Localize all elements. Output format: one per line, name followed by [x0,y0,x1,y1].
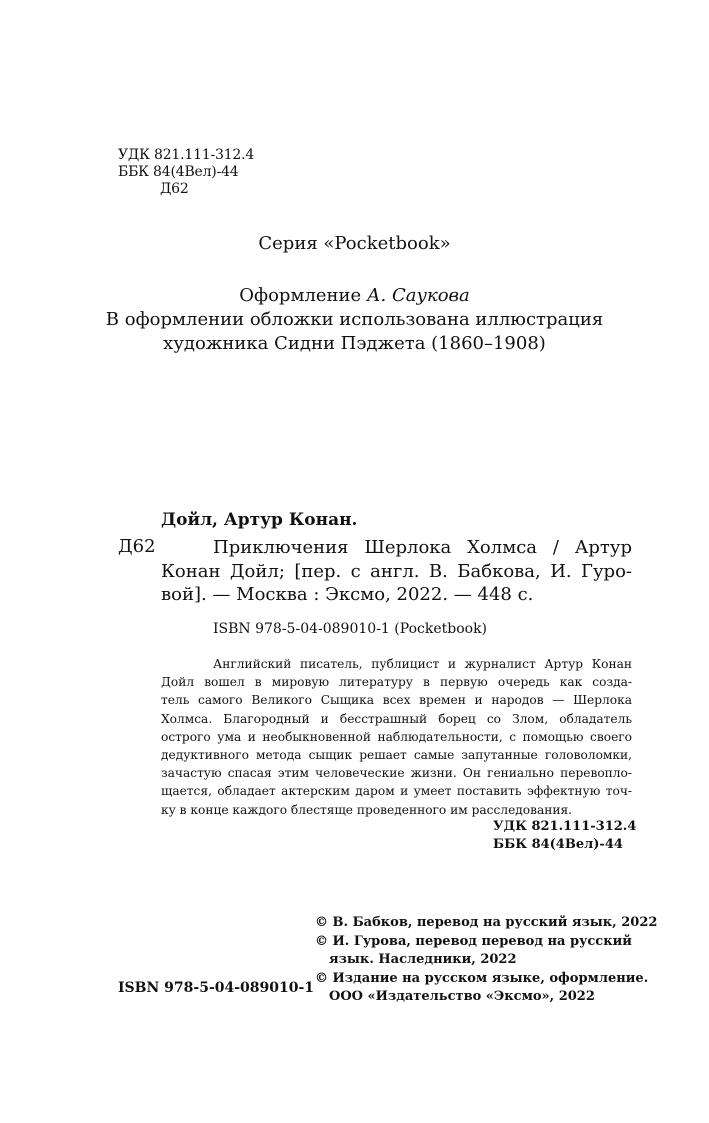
annotation-line: ку в конце каждого блестяще проведенного им расследования. [161,802,573,817]
copyright-line: © Издание на русском языке, оформление. [315,970,649,986]
title-description [161,536,632,607]
title-line-2: Конан Дойл; [пер. с англ. В. Бабкова, И. Гуро- [161,560,632,582]
isbn-bottom: ISBN 978-5-04-089010-1 [118,980,315,996]
series-line: Серия «Pocketbook» [258,233,451,254]
annotation-line: Английский писатель, публицист и журналист Артур Конан [213,657,632,671]
title-line-3: вой]. — Москва : Эксмо, 2022. — 448 с. [161,584,534,605]
annotation-line: Холмса. Благородный и бесстрашный борец со Злом, обладатель [161,711,632,726]
author-sign-code: Д62 [160,181,189,197]
annotation [161,655,632,819]
entry-code: Д62 [118,536,156,557]
title-line-1: Приключения Шерлока Холмса / Артур [213,537,632,558]
annotation-line: тель самого Великого Сыщика всех времен и народов — Шерлока [161,693,632,708]
design-credit [0,285,709,307]
bbk-code-bold: ББК 84(4Вел)-44 [493,837,623,852]
copyright-line: © И. Гурова, перевод перевод на русский [315,933,632,949]
udk-code: УДК 821.111-312.4 [118,147,255,163]
bbk-code: ББК 84(4Вел)-44 [118,164,239,180]
copyright-line: ООО «Издательство «Эксмо», 2022 [329,989,595,1004]
annotation-line: зачастую спасая этим человеческие жизни. Он гениально перевопло- [161,766,632,781]
copyright-line: язык. Наследники, 2022 [329,952,517,967]
annotation-line: щается, обладает актерским даром и умеет поставить эффектную точ- [161,784,632,799]
cover-credit-line-2: художника Сидни Пэджета (1860–1908) [163,333,546,354]
udk-code-bold: УДК 821.111-312.4 [493,819,637,834]
annotation-line: дедуктивного метода сыщик решает самые запутанные головоломки, [161,748,632,763]
annotation-line: острого ума и необыкновенной наблюдательности, с помощью своего [161,729,632,744]
annotation-line: Дойл вошел в мировую литературу в первую очередь как созда- [161,675,632,690]
copyright-line: © В. Бабков, перевод на русский язык, 2022 [315,915,658,930]
copyright-block [315,914,658,1007]
designer-name: А. Саукова [366,285,470,306]
cover-credit-line-1: В оформлении обложки использована иллюстрация [105,309,604,330]
isbn-entry: ISBN 978-5-04-089010-1 (Pocketbook) [213,621,488,637]
author-heading: Дойл, Артур Конан. [161,510,358,530]
design-prefix: Оформление [239,285,367,306]
